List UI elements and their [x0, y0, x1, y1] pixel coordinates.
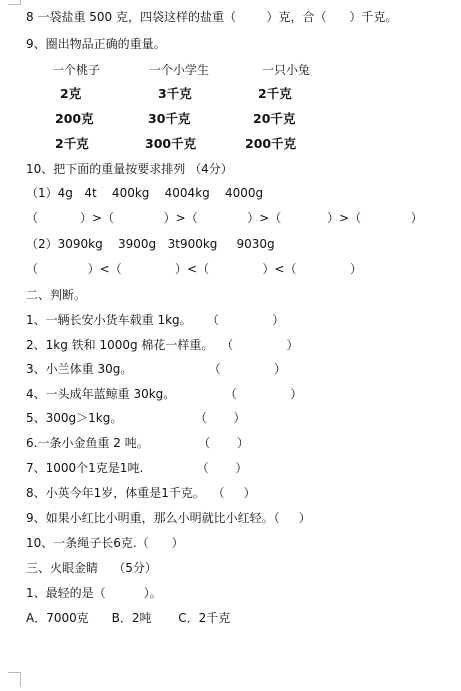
judge-8[interactable]: 8、小英今年1岁，体重是1千克。 （ ）	[26, 486, 256, 500]
judge-4[interactable]: 4、一头成年蓝鲸重 30kg。 （ ）	[26, 387, 303, 401]
judge-6[interactable]: 6.一条小金鱼重 2 吨。 （ ）	[26, 436, 250, 450]
page-corner-mark-bottom	[8, 672, 21, 687]
q9-option[interactable]: 2千克	[258, 86, 292, 101]
q9-option[interactable]: 200克	[55, 111, 94, 126]
q9-option[interactable]: 30千克	[148, 111, 191, 126]
judge-10[interactable]: 10、一条绳子长6克.（ ）	[26, 536, 184, 550]
question-10-part-1: （1）4g 4t 400kg 4004kg 4000g	[26, 186, 264, 200]
q9-item-rabbit: 一只小兔	[262, 63, 311, 77]
q9-option[interactable]: 2克	[60, 86, 82, 101]
q9-option[interactable]: 200千克	[245, 136, 297, 151]
choice-1[interactable]: 1、最轻的是（ ）。	[26, 586, 162, 600]
q9-item-student: 一个小学生	[149, 63, 210, 77]
q9-option[interactable]: 300千克	[145, 136, 197, 151]
question-9: 9、圈出物品正确的重量。	[26, 37, 166, 51]
judge-2[interactable]: 2、1kg 铁和 1000g 棉花一样重。 （ ）	[26, 338, 299, 352]
question-8: 8 一袋盐重 500 克，四袋这样的盐重（ ）克，合（ ）千克。	[26, 10, 398, 24]
judge-9[interactable]: 9、如果小红比小明重，那么小明就比小红轻。（ ）	[26, 511, 311, 525]
q9-option[interactable]: 2千克	[55, 136, 89, 151]
page-corner-mark-top	[8, 0, 21, 5]
choice-1-options[interactable]: A．7000克 B．2吨 C．2千克	[26, 611, 231, 625]
q9-item-peach: 一个桃子	[52, 63, 101, 77]
question-10-part-1-blanks[interactable]: （ ）>（ ）>（ ）>（ ）>（ ）	[26, 211, 423, 225]
q9-option[interactable]: 3千克	[158, 86, 192, 101]
section-3-heading: 三、火眼金睛 （5分）	[26, 561, 157, 575]
judge-1[interactable]: 1、一辆长安小货车载重 1kg。 （ ）	[26, 313, 285, 327]
question-10-part-2-blanks[interactable]: （ ）<（ ）<（ ）<（ ）	[26, 262, 362, 276]
judge-3[interactable]: 3、小兰体重 30g。 （ ）	[26, 362, 287, 376]
q9-option[interactable]: 20千克	[253, 111, 296, 126]
section-2-heading: 二、判断。	[26, 288, 87, 302]
judge-5[interactable]: 5、300g＞1kg。 （ ）	[26, 411, 246, 425]
question-10-part-2: （2）3090kg 3900g 3t900kg 9030g	[26, 237, 275, 251]
judge-7[interactable]: 7、1000个1克是1吨. （ ）	[26, 461, 248, 475]
question-10: 10、把下面的重量按要求排列 （4分）	[26, 162, 233, 176]
